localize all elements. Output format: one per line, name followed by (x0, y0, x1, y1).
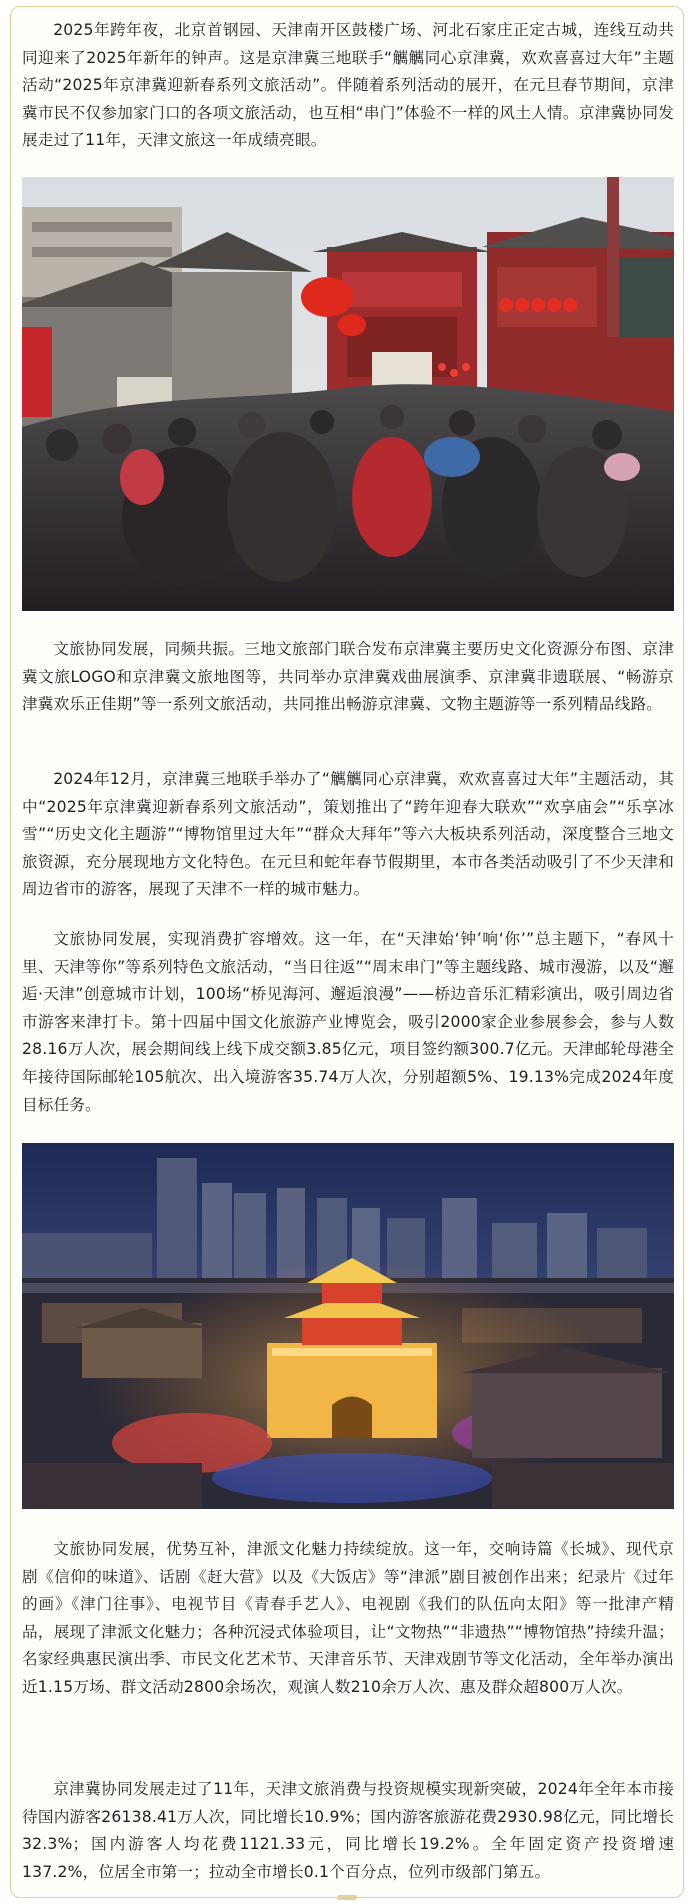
paragraph-5: 文旅协同发展，优势互补，津派文化魅力持续绽放。这一年，交响诗篇《长城》、现代京剧《信仰的味道》、话剧《赶大营》以及《大饭店》等“津派”剧目被创作出来；纪录片《过年的画》《津门往事》、电视节目《青春手艺人》、电视剧《我们的队伍向太阳》等一批津产精品，展现了津派文化魅力；各种沉浸式体验项目，让“文物热”“非遗热”“博物馆热”持续升温；名家经典惠民演出季、市民文化艺术节、天津音乐节、天津戏剧节等文化活动，全年举办演出近1.15万场、群文活动2800余场次，观演人数210余万人次、惠及群众超800万人次。 (22, 1540, 674, 1696)
drum-tower-night-illustration (22, 1143, 674, 1509)
red-lantern-icon (338, 314, 366, 336)
photo-ancient-culture-street (22, 177, 674, 611)
photo-drum-tower-night (22, 1143, 674, 1509)
paragraph-6: 京津冀协同发展走过了11年，天津文旅消费与投资规模实现新突破，2024年全年本市接待国内游客26138.41万人次，同比增长10.9%；国内游客旅游花费2930.98亿元，同比增长32.3%；国内游客人均花费1121.33元，同比增长19.2%。全年固定资产投资增速137.2%，位居全市第一；拉动全市增长0.1个百分点，位列市级部门第五。 (22, 1780, 674, 1881)
frame-bottom-ornament (337, 1895, 357, 1900)
paragraph-4: 文旅协同发展，实现消费扩容增效。这一年，在“天津始‘钟’响‘你’”总主题下，“春风十里、天津等你”等系列特色文旅活动，“当日往返”“周末串门”等主题线路、城市漫游，以及“邂逅·天津”创意城市计划，100场“桥见海河、邂逅浪漫”——桥边音乐汇精彩演出，吸引周边省市游客来津打卡。第十四届中国文化旅游产业博览会，吸引2000家企业参展参会，参与人数28.16万人次，展会期间线上线下成交额3.85亿元，项目签约额300.7亿元。天津邮轮母港全年接待国际邮轮105航次、出入境游客35.74万人次，分别超额5%、19.13%完成2024年度目标任务。 (22, 930, 674, 1114)
paragraph-3: 2024年12月，京津冀三地联手举办了“觽觽同心京津冀，欢欢喜喜过大年”主题活动，其中“2025年京津冀迎新春系列文旅活动”，策划推出了“跨年迎春大联欢”“欢享庙会”“乐享冰雪”“历史文化主题游”“博物馆里过大年”“群众大拜年”等六大板块系列活动，深度整合三地文旅资源，充分展现地方文化特色。在元旦和蛇年春节假期里，本市各类活动吸引了不少天津和周边省市的游客，展现了天津不一样的城市魅力。 (22, 770, 674, 899)
paragraph-2: 文旅协同发展，同频共振。三地文旅部门联合发布京津冀主要历史文化资源分布图、京津冀文旅LOGO和京津冀文旅地图等，共同举办京津冀戏曲展演季、京津冀非遗联展、“畅游京津冀欢乐正佳期”等一系列文旅活动，共同推出畅游京津冀、文物主题游等一系列精品线路。 (22, 640, 674, 714)
red-lantern-icon (301, 277, 353, 317)
paragraph-1: 2025年跨年夜，北京首钢园、天津南开区鼓楼广场、河北石家庄正定古城，连线互动共同迎来了2025年新年的钟声。这是京津冀三地联手“觽觽同心京津冀，欢欢喜喜过大年”主题活动“2025年京津冀迎新春系列文旅活动”。伴随着系列活动的展开，在元旦春节期间，京津冀市民不仅参加家门口的各项文旅活动，也互相“串门”体验不一样的风土人情。京津冀协同发展走过了11年，天津文旅这一年成绩亮眼。 (22, 21, 674, 150)
ancient-street-crowd-illustration (22, 177, 674, 611)
